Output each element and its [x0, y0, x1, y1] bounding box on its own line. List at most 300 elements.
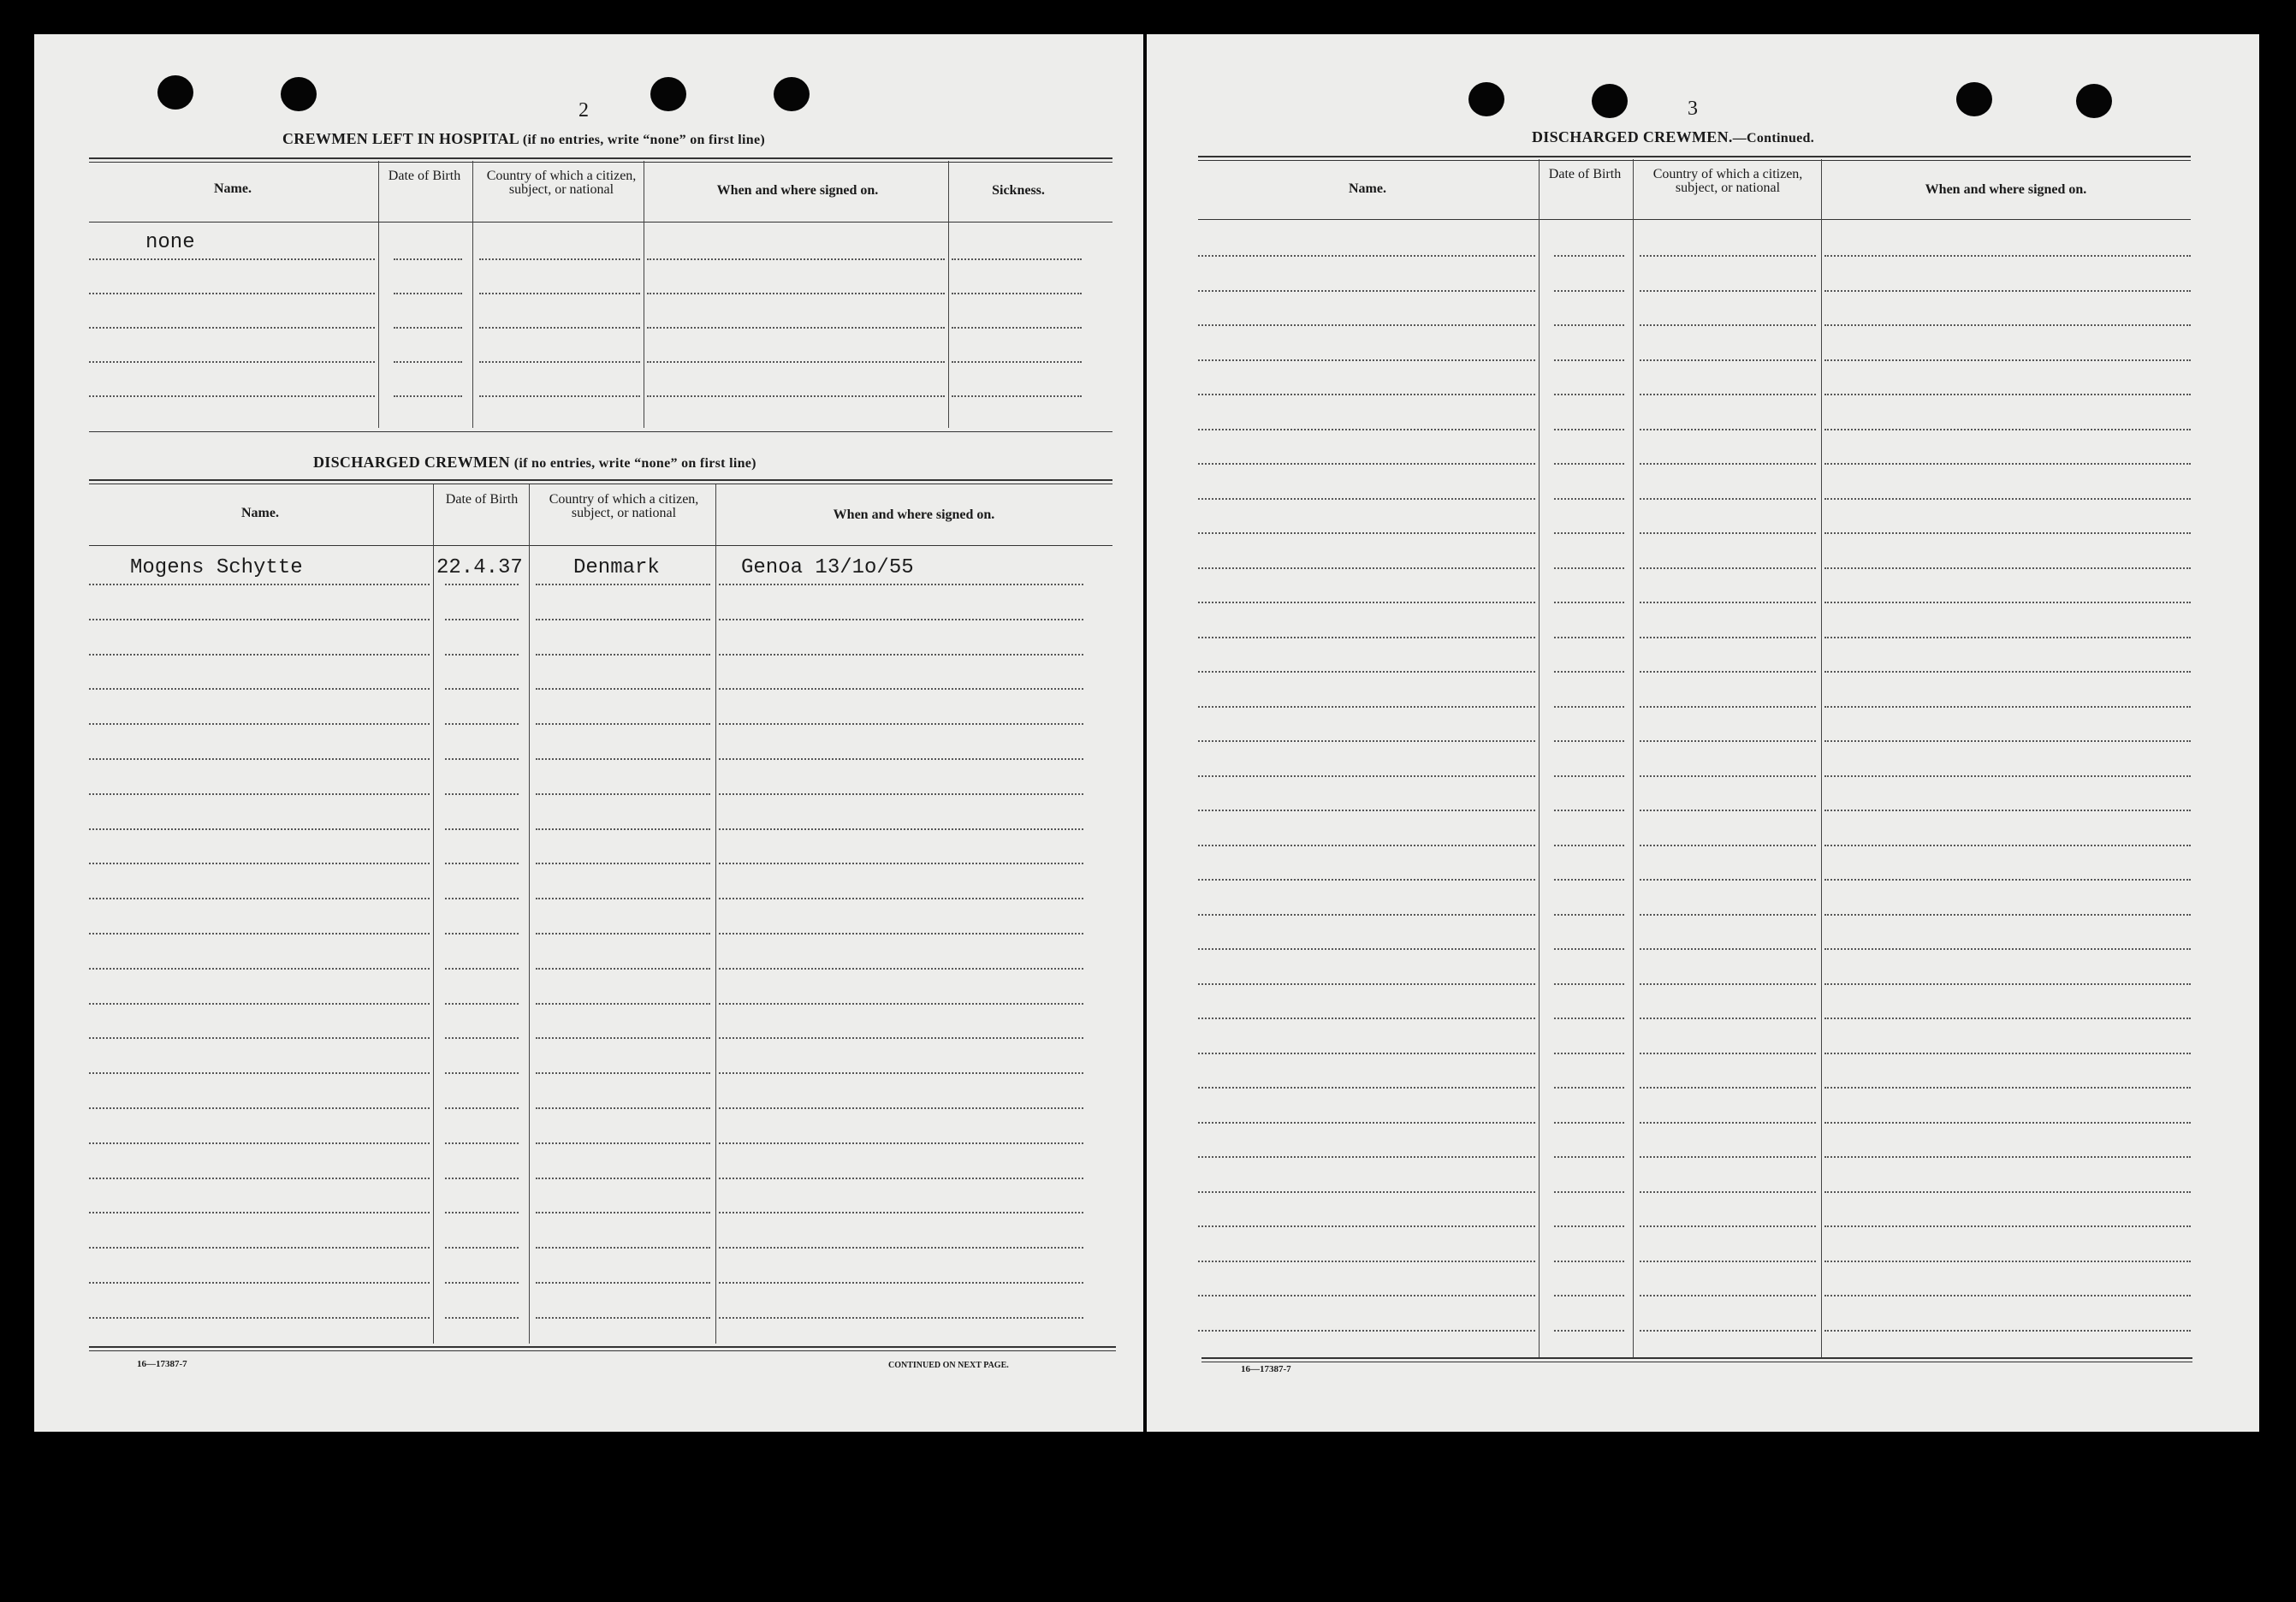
discharged-col-country: Country of which a citizen, subject, or national: [549, 492, 699, 520]
hospital-col-dob: Date of Birth: [388, 169, 461, 183]
entry-line: [1198, 324, 1535, 326]
entry-line: [536, 968, 710, 970]
entry-line: [719, 1212, 1083, 1213]
entry-line: [1640, 706, 1816, 708]
entry-line: [647, 258, 945, 260]
entry-line: [1554, 810, 1624, 811]
column-divider: [948, 161, 949, 428]
entry-line: [1640, 914, 1816, 916]
entry-line: [1824, 498, 2191, 500]
entry-line: [647, 293, 945, 294]
entry-line: [89, 1282, 430, 1284]
entry-line: [445, 863, 519, 864]
entry-line: [89, 619, 430, 620]
entry-line: [445, 898, 519, 899]
discharged-bottom-rule: [89, 1346, 1116, 1351]
punch-hole: [774, 77, 810, 111]
entry-line: [719, 863, 1083, 864]
entry-line: [89, 723, 430, 725]
entry-line: [647, 395, 945, 397]
entry-line: [1824, 948, 2191, 950]
entry-line: [1824, 255, 2191, 257]
entry-line: [1824, 532, 2191, 534]
page-number: 2: [578, 99, 589, 122]
entry-line: [1824, 740, 2191, 742]
entry-line: [1198, 1295, 1535, 1296]
continued-note: CONTINUED ON NEXT PAGE.: [888, 1361, 1009, 1370]
entry-line: [479, 395, 640, 397]
entry-line: [445, 1037, 519, 1039]
entry-line: [1640, 498, 1816, 500]
entry-line: [1198, 914, 1535, 916]
entry-line: [952, 258, 1082, 260]
entry-line: [394, 327, 462, 329]
discharged-row-name: Mogens Schytte: [130, 556, 303, 579]
entry-line: [445, 688, 519, 690]
entry-line: [1824, 706, 2191, 708]
entry-line: [1824, 845, 2191, 846]
entry-line: [1554, 567, 1624, 569]
entry-line: [1198, 1261, 1535, 1262]
entry-line: [1198, 602, 1535, 603]
entry-line: [445, 619, 519, 620]
entry-line: [1640, 429, 1816, 430]
hospital-col-country: Country of which a citizen, subject, or national: [486, 169, 637, 197]
entry-line: [89, 793, 430, 795]
entry-line: [1554, 1018, 1624, 1019]
entry-line: [1824, 290, 2191, 292]
entry-line: [89, 1107, 430, 1109]
entry-line: [89, 968, 430, 970]
entry-line: [536, 1212, 710, 1213]
column-divider: [433, 484, 434, 1344]
entry-line: [1640, 810, 1816, 811]
entry-line: [1198, 1122, 1535, 1124]
entry-line: [1554, 1191, 1624, 1193]
entry-line: [394, 395, 462, 397]
entry-line: [89, 584, 430, 585]
entry-line: [445, 758, 519, 760]
entry-line: [1640, 602, 1816, 603]
entry-line: [719, 1282, 1083, 1284]
entry-line: [719, 654, 1083, 656]
discharged-top-rule: [89, 479, 1112, 484]
entry-line: [1824, 1053, 2191, 1054]
entry-line: [719, 1247, 1083, 1249]
entry-line: [536, 1003, 710, 1005]
hospital-col-signed: When and where signed on.: [716, 183, 879, 198]
entry-line: [394, 361, 462, 363]
entry-line: [445, 1142, 519, 1144]
entry-line: [719, 1003, 1083, 1005]
entry-line: [1824, 879, 2191, 881]
right-page: [1147, 34, 2259, 1432]
continued-title-suffix: —Continued.: [1732, 131, 1815, 145]
entry-line: [1554, 948, 1624, 950]
entry-line: [1824, 1156, 2191, 1158]
entry-line: [1824, 324, 2191, 326]
entry-line: [719, 584, 1083, 585]
entry-line: [1640, 324, 1816, 326]
hospital-title-text: CREWMEN LEFT IN HOSPITAL: [282, 130, 519, 147]
entry-line: [1554, 394, 1624, 395]
entry-line: [1198, 1225, 1535, 1227]
entry-line: [536, 793, 710, 795]
entry-line: [445, 1003, 519, 1005]
hospital-bottom-rule: [89, 431, 1112, 432]
entry-line: [1554, 324, 1624, 326]
entry-line: [1824, 1295, 2191, 1296]
entry-line: [1198, 567, 1535, 569]
entry-line: [1554, 1330, 1624, 1332]
entry-line: [1640, 532, 1816, 534]
entry-line: [719, 619, 1083, 620]
entry-line: [536, 688, 710, 690]
entry-line: [89, 828, 430, 830]
entry-line: [1554, 1225, 1624, 1227]
entry-line: [1554, 671, 1624, 673]
entry-line: [1554, 463, 1624, 465]
entry-line: [1554, 1295, 1624, 1296]
continued-bottom-rule: [1201, 1357, 2192, 1362]
entry-line: [1198, 1053, 1535, 1054]
entry-line: [1198, 394, 1535, 395]
entry-line: [719, 793, 1083, 795]
continued-col-country: Country of which a citizen, subject, or national: [1652, 167, 1803, 195]
entry-line: [1198, 1018, 1535, 1019]
column-divider: [1539, 159, 1540, 1357]
entry-line: [445, 584, 519, 585]
entry-line: [1824, 810, 2191, 811]
entry-line: [1640, 1295, 1816, 1296]
entry-line: [1554, 429, 1624, 430]
continued-title-text: DISCHARGED CREWMEN.: [1532, 128, 1733, 145]
entry-line: [1198, 637, 1535, 638]
entry-line: [1554, 740, 1624, 742]
entry-line: [89, 1142, 430, 1144]
entry-line: [445, 1212, 519, 1213]
entry-line: [1554, 1087, 1624, 1089]
discharged-row-country: Denmark: [573, 556, 660, 579]
entry-line: [1554, 255, 1624, 257]
entry-line: [1640, 290, 1816, 292]
entry-line: [1198, 948, 1535, 950]
entry-line: [445, 1107, 519, 1109]
punch-hole: [2076, 84, 2112, 118]
entry-line: [89, 1037, 430, 1039]
entry-line: [719, 1037, 1083, 1039]
entry-line: [536, 1178, 710, 1179]
entry-line: [89, 395, 375, 397]
entry-line: [1554, 1053, 1624, 1054]
entry-line: [1640, 1018, 1816, 1019]
entry-line: [1824, 1087, 2191, 1089]
entry-line: [1198, 983, 1535, 985]
entry-line: [479, 327, 640, 329]
entry-line: [1640, 845, 1816, 846]
entry-line: [1554, 532, 1624, 534]
punch-hole: [1956, 82, 1992, 116]
entry-line: [1640, 1261, 1816, 1262]
entry-line: [719, 1178, 1083, 1179]
entry-line: [479, 293, 640, 294]
entry-line: [1554, 1156, 1624, 1158]
column-divider: [1821, 159, 1822, 1357]
form-number: 16—17387-7: [1241, 1364, 1291, 1374]
entry-line: [952, 361, 1082, 363]
entry-line: [536, 1072, 710, 1074]
entry-line: [1554, 290, 1624, 292]
entry-line: [1198, 255, 1535, 257]
entry-line: [89, 1247, 430, 1249]
entry-line: [719, 1072, 1083, 1074]
entry-line: [1640, 1156, 1816, 1158]
entry-line: [1198, 290, 1535, 292]
column-divider: [529, 484, 530, 1344]
entry-line: [89, 1317, 430, 1319]
hospital-col-name: Name.: [214, 181, 252, 196]
discharged-instruction: (if no entries, write “none” on first line): [513, 456, 756, 471]
hospital-entry-none: none: [145, 231, 195, 254]
entry-line: [1640, 1225, 1816, 1227]
discharged-section-title: [313, 454, 756, 472]
entry-line: [1640, 1330, 1816, 1332]
entry-line: [89, 293, 375, 294]
entry-line: [1640, 775, 1816, 777]
entry-line: [1640, 1087, 1816, 1089]
entry-line: [536, 619, 710, 620]
entry-line: [1198, 671, 1535, 673]
entry-line: [1198, 429, 1535, 430]
left-page: [34, 34, 1143, 1432]
entry-line: [719, 1107, 1083, 1109]
discharged-title-text: DISCHARGED CREWMEN: [313, 454, 510, 471]
entry-line: [1554, 983, 1624, 985]
entry-line: [89, 863, 430, 864]
entry-line: [445, 968, 519, 970]
entry-line: [1824, 1122, 2191, 1124]
discharged-header-rule: [89, 545, 1112, 546]
entry-line: [1554, 498, 1624, 500]
continued-header-rule: [1198, 219, 2191, 220]
punch-hole: [157, 75, 193, 110]
entry-line: [1640, 740, 1816, 742]
entry-line: [1198, 879, 1535, 881]
entry-line: [536, 723, 710, 725]
column-divider: [1633, 159, 1634, 1357]
entry-line: [89, 258, 375, 260]
hospital-col-sickness: Sickness.: [992, 183, 1045, 198]
entry-line: [479, 258, 640, 260]
continued-col-signed: When and where signed on.: [1925, 182, 2087, 197]
entry-line: [1554, 914, 1624, 916]
punch-hole: [650, 77, 686, 111]
entry-line: [394, 258, 462, 260]
entry-line: [1198, 810, 1535, 811]
entry-line: [89, 688, 430, 690]
entry-line: [445, 1317, 519, 1319]
entry-line: [89, 361, 375, 363]
entry-line: [1824, 671, 2191, 673]
entry-line: [1824, 1191, 2191, 1193]
form-number: 16—17387-7: [137, 1359, 187, 1369]
entry-line: [536, 584, 710, 585]
entry-line: [89, 327, 375, 329]
entry-line: [719, 758, 1083, 760]
entry-line: [89, 1072, 430, 1074]
entry-line: [445, 1282, 519, 1284]
entry-line: [1640, 983, 1816, 985]
entry-line: [647, 327, 945, 329]
entry-line: [719, 1142, 1083, 1144]
entry-line: [1824, 1225, 2191, 1227]
entry-line: [536, 933, 710, 934]
entry-line: [1640, 567, 1816, 569]
continued-col-name: Name.: [1349, 181, 1386, 196]
entry-line: [445, 654, 519, 656]
entry-line: [1554, 1261, 1624, 1262]
entry-line: [445, 1247, 519, 1249]
entry-line: [1198, 1191, 1535, 1193]
entry-line: [89, 1178, 430, 1179]
entry-line: [1554, 602, 1624, 603]
entry-line: [719, 723, 1083, 725]
entry-line: [89, 1003, 430, 1005]
entry-line: [1198, 740, 1535, 742]
entry-line: [1640, 1191, 1816, 1193]
entry-line: [1640, 1053, 1816, 1054]
entry-line: [1554, 1122, 1624, 1124]
hospital-instruction: (if no entries, write “none” on first line): [522, 133, 765, 147]
entry-line: [719, 828, 1083, 830]
entry-line: [1198, 532, 1535, 534]
entry-line: [1824, 359, 2191, 361]
entry-line: [536, 1037, 710, 1039]
entry-line: [536, 1282, 710, 1284]
entry-line: [1640, 394, 1816, 395]
entry-line: [1198, 845, 1535, 846]
entry-line: [1554, 845, 1624, 846]
entry-line: [89, 654, 430, 656]
entry-line: [536, 1247, 710, 1249]
entry-line: [445, 723, 519, 725]
continued-col-dob: Date of Birth: [1548, 167, 1622, 181]
discharged-col-name: Name.: [241, 506, 279, 520]
entry-line: [719, 898, 1083, 899]
entry-line: [1824, 602, 2191, 603]
entry-line: [1824, 1018, 2191, 1019]
entry-line: [647, 361, 945, 363]
entry-line: [1640, 359, 1816, 361]
entry-line: [394, 293, 462, 294]
entry-line: [536, 1142, 710, 1144]
entry-line: [1640, 637, 1816, 638]
discharged-col-dob: Date of Birth: [445, 492, 519, 507]
column-divider: [472, 161, 473, 428]
punch-hole: [281, 77, 317, 111]
entry-line: [536, 1317, 710, 1319]
entry-line: [1198, 1156, 1535, 1158]
entry-line: [1824, 775, 2191, 777]
entry-line: [1824, 1261, 2191, 1262]
punch-hole: [1468, 82, 1504, 116]
column-divider: [378, 161, 379, 428]
entry-line: [445, 933, 519, 934]
discharged-row-dob: 22.4.37: [436, 556, 523, 579]
punch-hole: [1592, 84, 1628, 118]
discharged-col-signed: When and where signed on.: [833, 507, 995, 522]
entry-line: [1554, 879, 1624, 881]
entry-line: [1640, 671, 1816, 673]
entry-line: [1554, 775, 1624, 777]
entry-line: [719, 968, 1083, 970]
entry-line: [1198, 1330, 1535, 1332]
entry-line: [1198, 706, 1535, 708]
entry-line: [1824, 914, 2191, 916]
entry-line: [952, 395, 1082, 397]
entry-line: [445, 793, 519, 795]
entry-line: [479, 361, 640, 363]
entry-line: [445, 1178, 519, 1179]
continued-top-rule: [1198, 156, 2191, 161]
entry-line: [1198, 463, 1535, 465]
continued-section-title: [1532, 128, 1814, 146]
entry-line: [89, 898, 430, 899]
entry-line: [536, 828, 710, 830]
entry-line: [1824, 1330, 2191, 1332]
entry-line: [719, 1317, 1083, 1319]
discharged-row-signed: Genoa 13/1o/55: [741, 556, 914, 579]
entry-line: [1824, 983, 2191, 985]
entry-line: [1640, 255, 1816, 257]
entry-line: [536, 898, 710, 899]
entry-line: [89, 1212, 430, 1213]
entry-line: [89, 933, 430, 934]
entry-line: [536, 1107, 710, 1109]
entry-line: [1824, 637, 2191, 638]
hospital-top-rule: [89, 157, 1112, 163]
entry-line: [719, 688, 1083, 690]
entry-line: [1824, 463, 2191, 465]
hospital-section-title: [282, 130, 765, 148]
entry-line: [1640, 1122, 1816, 1124]
entry-line: [1198, 775, 1535, 777]
page-number: 3: [1688, 98, 1698, 120]
entry-line: [1554, 359, 1624, 361]
entry-line: [445, 828, 519, 830]
column-divider: [715, 484, 716, 1344]
entry-line: [952, 293, 1082, 294]
entry-line: [1640, 463, 1816, 465]
entry-line: [1640, 879, 1816, 881]
entry-line: [1554, 706, 1624, 708]
entry-line: [536, 654, 710, 656]
entry-line: [536, 758, 710, 760]
entry-line: [952, 327, 1082, 329]
entry-line: [1198, 1087, 1535, 1089]
entry-line: [719, 933, 1083, 934]
entry-line: [536, 863, 710, 864]
entry-line: [1198, 359, 1535, 361]
entry-line: [89, 758, 430, 760]
entry-line: [1198, 498, 1535, 500]
entry-line: [1554, 637, 1624, 638]
entry-line: [445, 1072, 519, 1074]
entry-line: [1824, 567, 2191, 569]
entry-line: [1640, 948, 1816, 950]
entry-line: [1824, 394, 2191, 395]
entry-line: [1824, 429, 2191, 430]
